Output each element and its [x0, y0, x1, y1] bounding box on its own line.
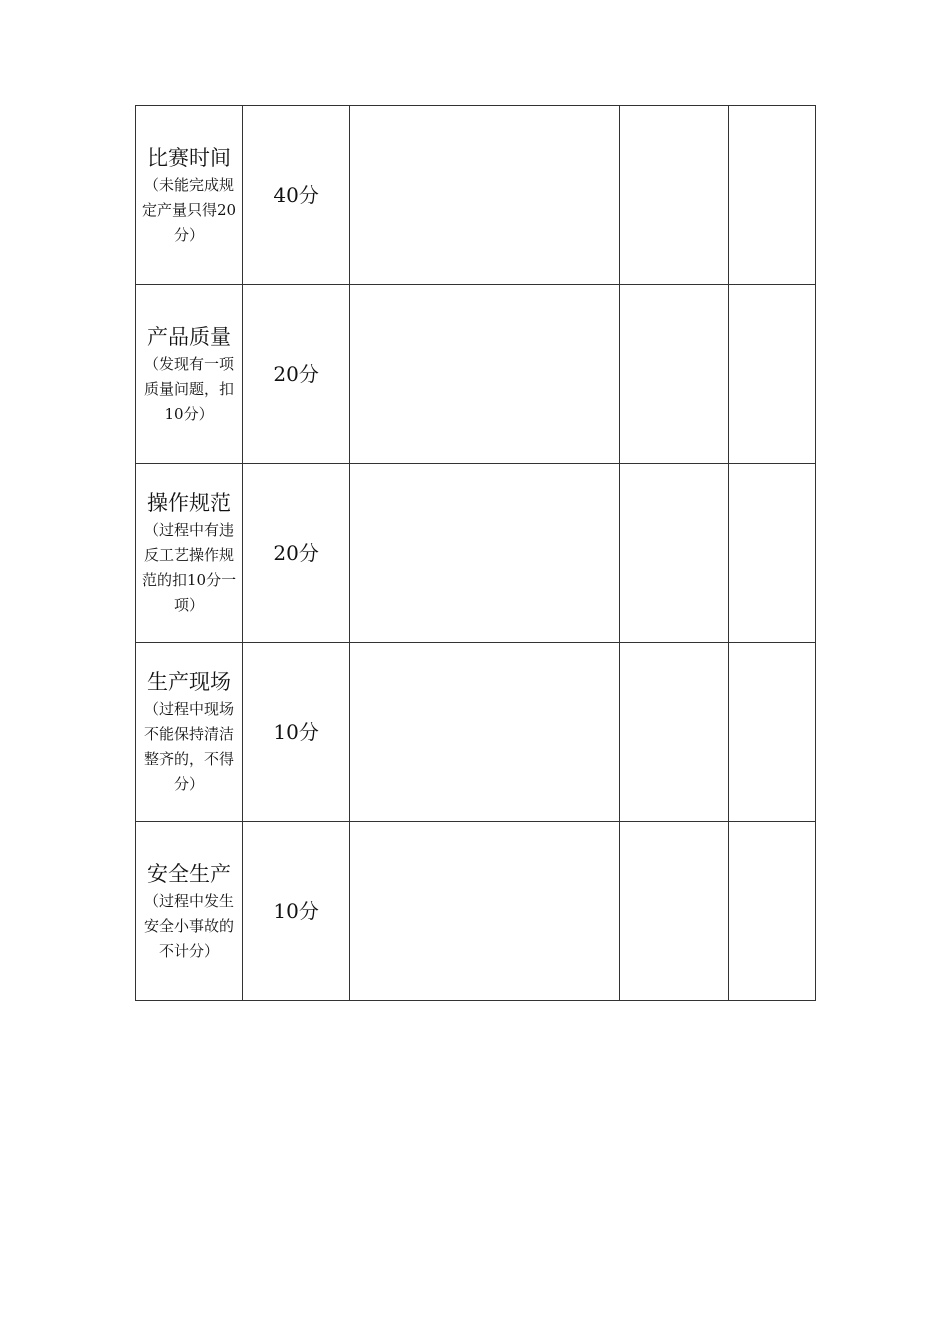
- table-row: [136, 285, 816, 464]
- item-name: 操作规范: [147, 491, 232, 515]
- item-name: 产品质量: [147, 324, 232, 349]
- item-note: （未能完成规定产量只得20分）: [142, 175, 237, 244]
- blank-cell: [729, 643, 816, 822]
- blank-cell: [729, 464, 816, 643]
- description-cell: [350, 643, 620, 822]
- description-cell: [350, 464, 620, 643]
- item-note: （发现有一项质量问题，扣10分）: [144, 354, 235, 423]
- blank-cell: [619, 822, 728, 1001]
- item-cell: [136, 285, 243, 464]
- item-note: （过程中现场不能保持清洁整齐的，不得分）: [144, 700, 235, 793]
- table-row: [136, 464, 816, 643]
- item-cell: [136, 106, 243, 285]
- blank-cell: [729, 285, 816, 464]
- item-name: 生产现场: [147, 670, 232, 694]
- description-cell: [350, 285, 620, 464]
- item-name: 安全生产: [147, 861, 232, 886]
- item-points: 10分: [273, 899, 319, 923]
- item-note: （过程中有违反工艺操作规范的扣10分一项）: [142, 521, 237, 614]
- points-cell: [243, 285, 350, 464]
- points-cell: [243, 822, 350, 1001]
- description-cell: [350, 106, 620, 285]
- scoring-table: [135, 105, 816, 1001]
- table-row: [136, 643, 816, 822]
- item-cell: [136, 464, 243, 643]
- item-points: 40分: [273, 183, 319, 207]
- blank-cell: [619, 643, 728, 822]
- item-points: 20分: [273, 362, 319, 386]
- blank-cell: [729, 822, 816, 1001]
- points-cell: [243, 106, 350, 285]
- blank-cell: [619, 464, 728, 643]
- blank-cell: [619, 285, 728, 464]
- description-cell: [350, 822, 620, 1001]
- table-row: [136, 822, 816, 1001]
- table-row: [136, 106, 816, 285]
- item-cell: [136, 643, 243, 822]
- blank-cell: [729, 106, 816, 285]
- points-cell: [243, 464, 350, 643]
- points-cell: [243, 643, 350, 822]
- item-points: 10分: [273, 720, 319, 744]
- item-cell: [136, 822, 243, 1001]
- item-name: 比赛时间: [147, 145, 232, 170]
- blank-cell: [619, 106, 728, 285]
- item-note: （过程中发生安全小事故的不计分）: [144, 891, 235, 960]
- item-points: 20分: [273, 541, 319, 565]
